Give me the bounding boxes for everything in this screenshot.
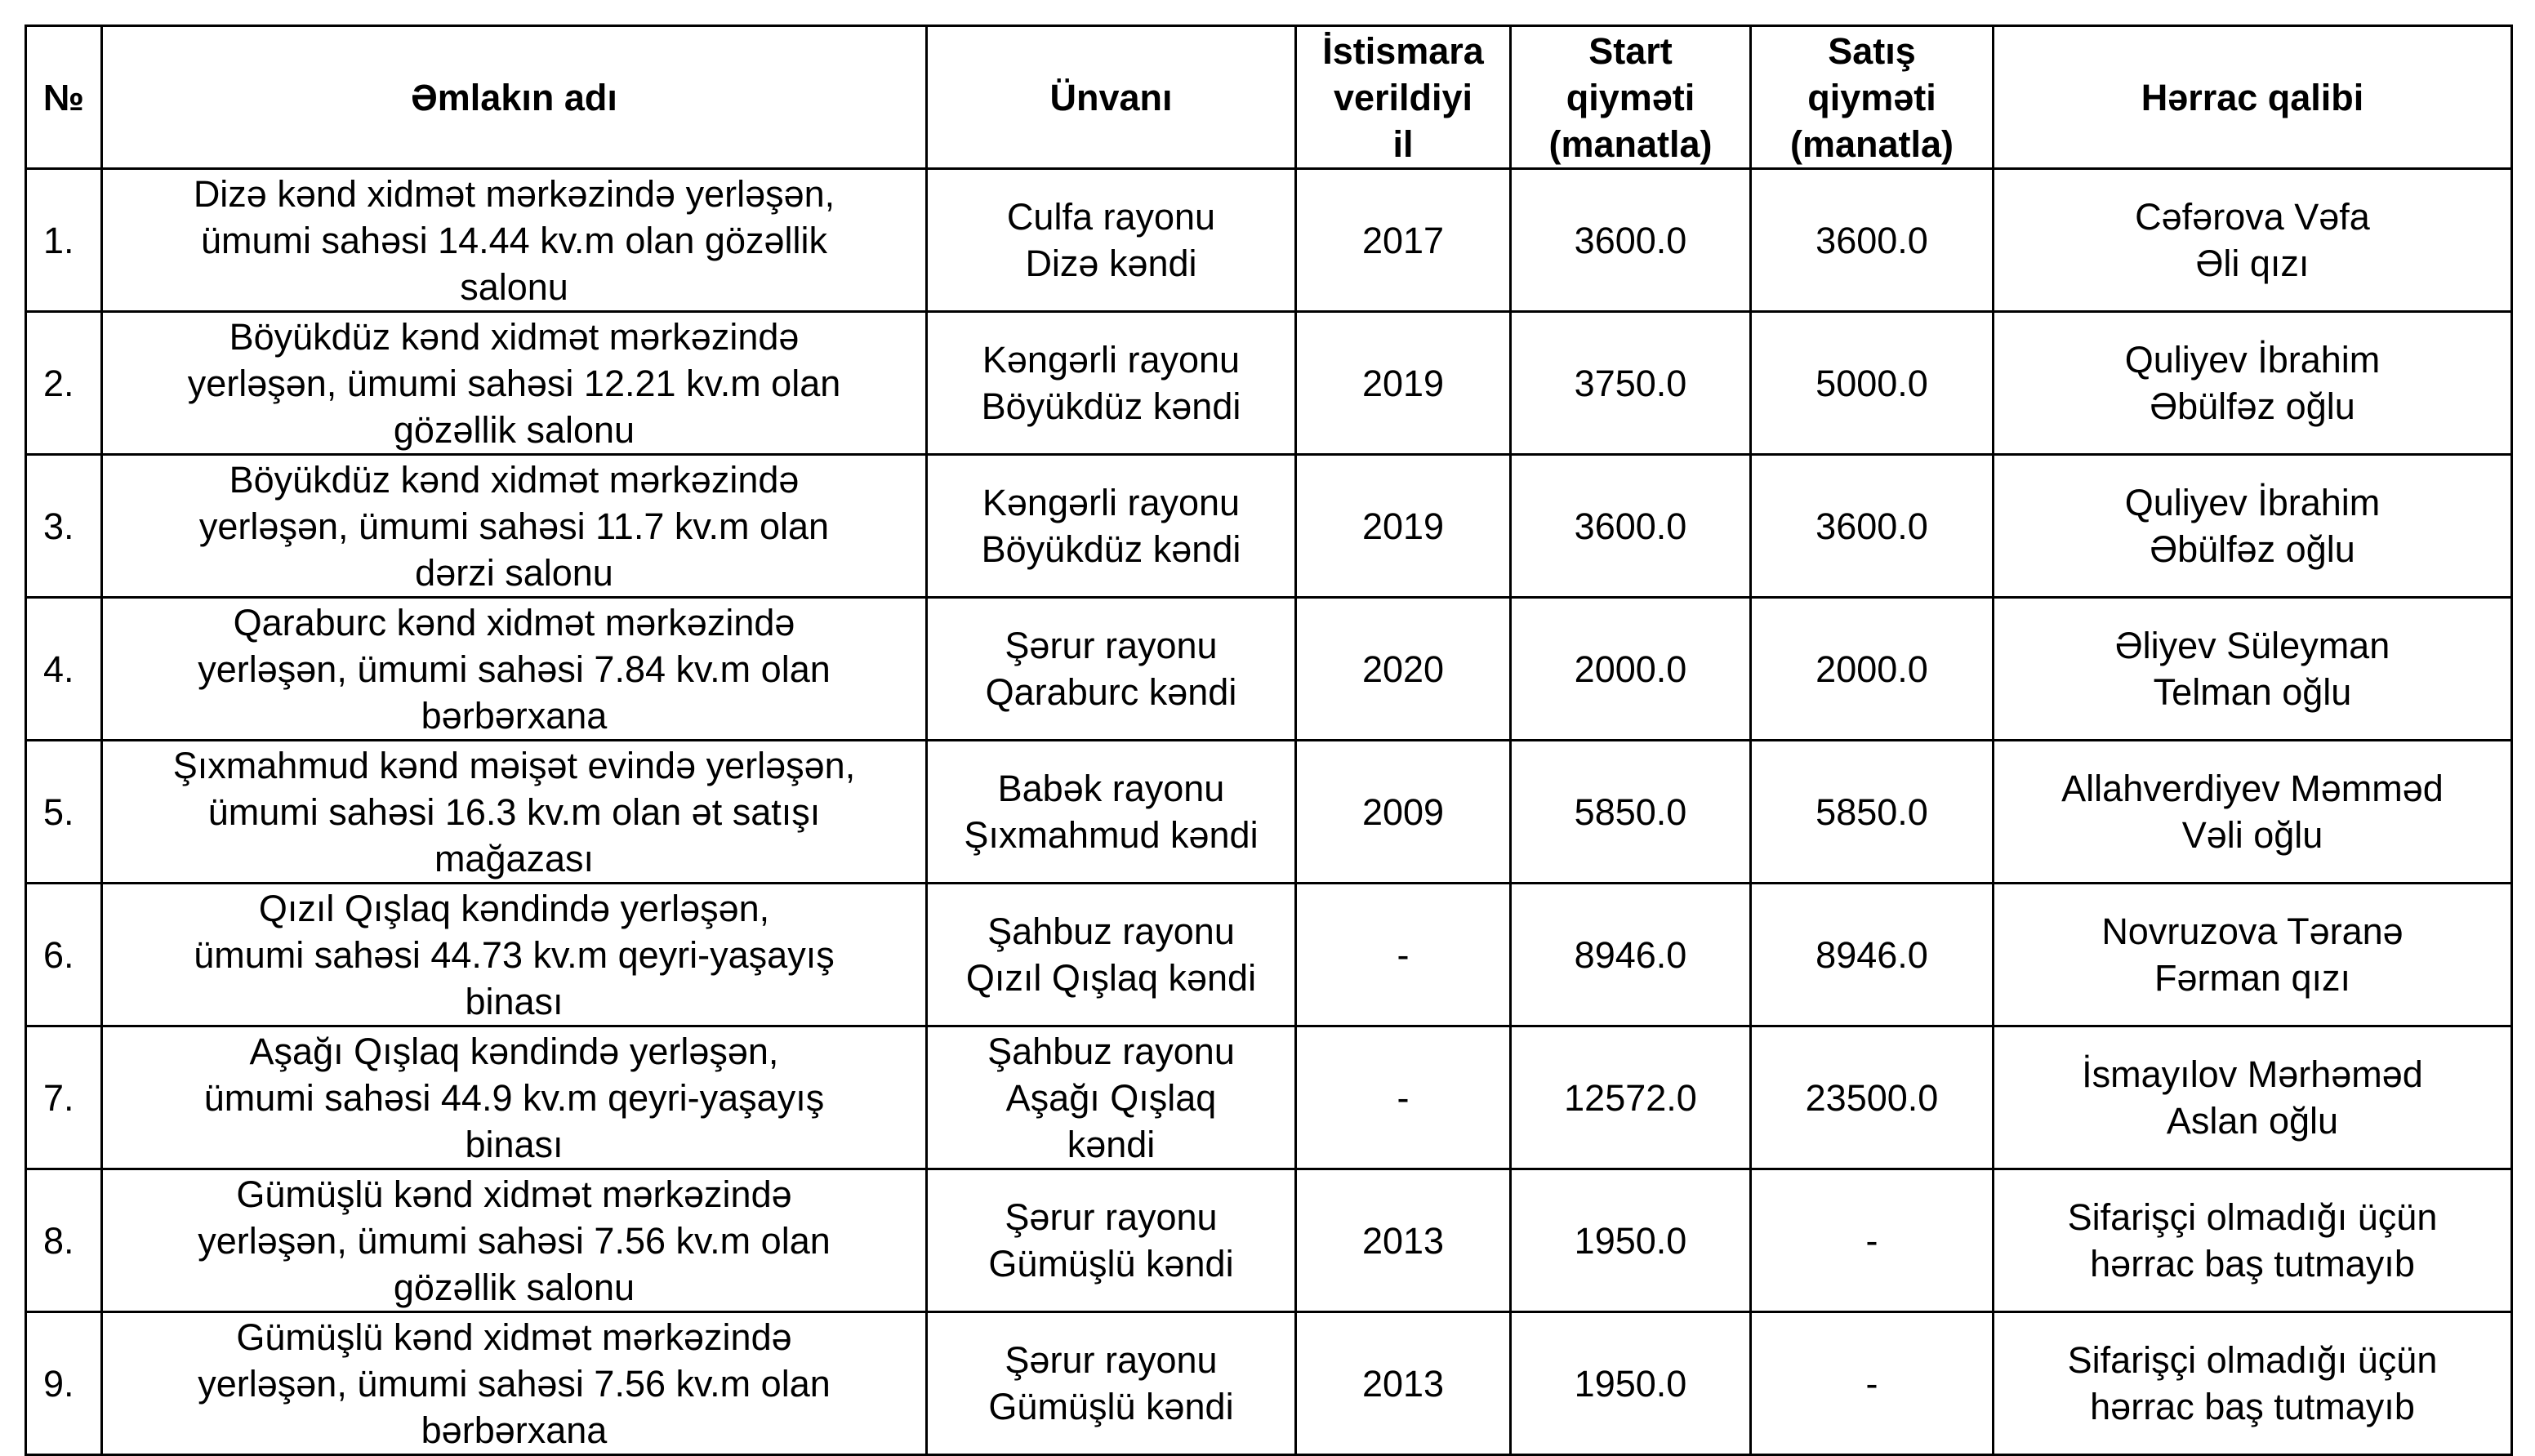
- year-cell: [1296, 741, 1511, 884]
- winner-line: İsmayılov Mərhəməd: [2082, 1053, 2423, 1095]
- sale-price-cell: [1751, 598, 1994, 741]
- table-row: [26, 1169, 2512, 1312]
- property-name-line: bərbərxana: [421, 694, 608, 737]
- address-cell: [927, 884, 1296, 1026]
- winner-line: Allahverdiyev Məmməd: [2061, 768, 2444, 809]
- start-price-text: 3600.0: [1574, 505, 1687, 547]
- address-line: Şahbuz rayonu: [987, 911, 1235, 952]
- winner-cell: [1994, 169, 2512, 312]
- address-line: Dizə kəndi: [1025, 243, 1197, 284]
- sale-price-text: 3600.0: [1815, 505, 1928, 547]
- property-name-cell: [102, 169, 927, 312]
- year-text: 2019: [1361, 362, 1445, 404]
- address-cell: [927, 1312, 1296, 1455]
- table-row: [26, 169, 2512, 312]
- start-price-text: 1950.0: [1574, 1362, 1687, 1405]
- row-number-text: 1.: [43, 219, 74, 261]
- header-number: [26, 26, 102, 169]
- property-name-line: ümumi sahəsi 16.3 kv.m olan ət satışı: [207, 790, 821, 833]
- address-line: Qızıl Qışlaq kəndi: [965, 957, 1257, 999]
- table-row: [26, 884, 2512, 1026]
- address-line: Şərur rayonu: [1005, 1339, 1218, 1381]
- property-name-line: gözəllik salonu: [393, 408, 635, 451]
- row-number-text: 4.: [43, 648, 74, 690]
- address-line: Kəngərli rayonu: [982, 339, 1241, 381]
- property-name-cell: [102, 1026, 927, 1169]
- row-number: [26, 1169, 102, 1312]
- sale-price-text: -: [1865, 1362, 1878, 1405]
- start-price-text: 1950.0: [1574, 1219, 1687, 1262]
- sale-price-text: 5000.0: [1815, 362, 1928, 404]
- property-name-line: binası: [465, 1123, 564, 1165]
- header-start-price: [1511, 26, 1751, 169]
- address-cell: [927, 1169, 1296, 1312]
- property-name-line: yerləşən, ümumi sahəsi 7.56 kv.m olan: [198, 1219, 831, 1262]
- start-price-text: 8946.0: [1574, 933, 1687, 976]
- row-number: [26, 598, 102, 741]
- header-auction-winner: [1994, 26, 2512, 169]
- address-line: kəndi: [1067, 1123, 1156, 1165]
- year-text: 2013: [1361, 1362, 1445, 1405]
- property-name-cell: [102, 598, 927, 741]
- address-line: Aşağı Qışlaq: [1005, 1076, 1217, 1119]
- address-cell: [927, 598, 1296, 741]
- sale-price-cell: [1751, 884, 1994, 1026]
- table-row: [26, 312, 2512, 455]
- header-address: [927, 26, 1296, 169]
- address-line: Şahbuz rayonu: [987, 1030, 1235, 1072]
- year-text: -: [1397, 933, 1410, 976]
- property-name-line: binası: [465, 980, 564, 1022]
- property-name-line: Böyükdüz kənd xidmət mərkəzində: [229, 315, 800, 358]
- sale-price-text: 5850.0: [1815, 790, 1928, 833]
- winner-line: Cəfərova Vəfa: [2135, 196, 2370, 238]
- table-row: [26, 1026, 2512, 1169]
- header-number-text: №: [42, 76, 85, 118]
- address-cell: [927, 312, 1296, 455]
- year-text: 2019: [1361, 505, 1445, 547]
- winner-line: Quliyev İbrahim: [2124, 339, 2381, 381]
- winner-line: Fərman qızı: [2154, 957, 2351, 999]
- winner-cell: [1994, 1026, 2512, 1169]
- row-number: [26, 312, 102, 455]
- row-number: [26, 741, 102, 884]
- winner-line: Vəli oğlu: [2181, 814, 2323, 856]
- start-price-cell: [1511, 455, 1751, 598]
- header-start-price-line: qiyməti: [1566, 76, 1695, 118]
- address-line: Şərur rayonu: [1005, 625, 1218, 666]
- property-name-line: salonu: [460, 265, 568, 308]
- start-price-cell: [1511, 1169, 1751, 1312]
- row-number: [26, 884, 102, 1026]
- row-number: [26, 455, 102, 598]
- winner-cell: [1994, 1312, 2512, 1455]
- start-price-text: 5850.0: [1574, 790, 1687, 833]
- property-name-line: Qaraburc kənd xidmət mərkəzində: [233, 601, 795, 643]
- address-cell: [927, 1026, 1296, 1169]
- property-name-line: yerləşən, ümumi sahəsi 11.7 kv.m olan: [198, 505, 830, 547]
- winner-cell: [1994, 1169, 2512, 1312]
- property-name-cell: [102, 884, 927, 1026]
- year-cell: [1296, 455, 1511, 598]
- property-name-line: ümumi sahəsi 44.9 kv.m qeyri-yaşayış: [203, 1076, 825, 1119]
- address-line: Şərur rayonu: [1005, 1196, 1218, 1238]
- header-commission-year-line: verildiyi: [1333, 76, 1473, 118]
- address-line: Qaraburc kəndi: [985, 671, 1237, 713]
- row-number: [26, 1312, 102, 1455]
- winner-line: Aslan oğlu: [2166, 1100, 2339, 1142]
- row-number-text: 2.: [43, 362, 74, 404]
- header-commission-year-line: il: [1392, 122, 1414, 165]
- row-number-text: 9.: [43, 1362, 74, 1405]
- year-cell: [1296, 169, 1511, 312]
- header-auction-winner-text: Hərrac qalibi: [2141, 76, 2364, 118]
- property-name-line: mağazası: [434, 837, 595, 879]
- year-cell: [1296, 1312, 1511, 1455]
- address-cell: [927, 169, 1296, 312]
- winner-cell: [1994, 741, 2512, 884]
- address-line: Babək rayonu: [997, 768, 1225, 809]
- property-name-line: Aşağı Qışlaq kəndində yerləşən,: [249, 1030, 779, 1072]
- address-cell: [927, 455, 1296, 598]
- property-auction-table: [25, 24, 2513, 1456]
- sale-price-text: 8946.0: [1815, 933, 1928, 976]
- year-cell: [1296, 1026, 1511, 1169]
- year-text: 2020: [1361, 648, 1445, 690]
- header-sale-price-line: Satış: [1828, 29, 1916, 72]
- header-address-text: Ünvanı: [1049, 76, 1173, 118]
- address-line: Şıxmahmud kəndi: [964, 814, 1259, 856]
- header-sale-price-line: (manatla): [1789, 122, 1954, 165]
- winner-line: Əli qızı: [2195, 243, 2310, 284]
- table-row: [26, 455, 2512, 598]
- table-header-row: [26, 26, 2512, 169]
- year-cell: [1296, 884, 1511, 1026]
- year-text: 2009: [1361, 790, 1445, 833]
- start-price-text: 3750.0: [1574, 362, 1687, 404]
- table-row: [26, 598, 2512, 741]
- year-cell: [1296, 1169, 1511, 1312]
- row-number-text: 7.: [43, 1076, 74, 1119]
- property-name-cell: [102, 741, 927, 884]
- year-text: -: [1397, 1076, 1410, 1119]
- row-number-text: 8.: [43, 1219, 74, 1262]
- sale-price-text: 2000.0: [1815, 648, 1928, 690]
- property-name-line: ümumi sahəsi 44.73 kv.m qeyri-yaşayış: [194, 933, 835, 976]
- address-cell: [927, 741, 1296, 884]
- header-sale-price-line: qiyməti: [1807, 76, 1936, 118]
- winner-line: hərrac baş tutmayıb: [2090, 1243, 2415, 1285]
- property-name-line: bərbərxana: [421, 1409, 608, 1451]
- row-number-text: 6.: [43, 933, 74, 976]
- winner-cell: [1994, 312, 2512, 455]
- winner-cell: [1994, 455, 2512, 598]
- winner-cell: [1994, 598, 2512, 741]
- winner-line: Əbülfəz oğlu: [2150, 528, 2355, 570]
- winner-cell: [1994, 884, 2512, 1026]
- header-sale-price: [1751, 26, 1994, 169]
- property-name-cell: [102, 455, 927, 598]
- sale-price-cell: [1751, 1312, 1994, 1455]
- property-name-line: dərzi salonu: [415, 551, 613, 594]
- property-name-line: Dizə kənd xidmət mərkəzində yerləşən,: [193, 172, 835, 215]
- table-row: [26, 741, 2512, 884]
- sale-price-text: 3600.0: [1815, 219, 1928, 261]
- start-price-cell: [1511, 312, 1751, 455]
- property-name-line: Gümüşlü kənd xidmət mərkəzində: [236, 1173, 792, 1215]
- start-price-cell: [1511, 1312, 1751, 1455]
- sale-price-text: 23500.0: [1805, 1076, 1939, 1119]
- start-price-cell: [1511, 884, 1751, 1026]
- winner-line: hərrac baş tutmayıb: [2090, 1386, 2415, 1427]
- sale-price-cell: [1751, 1169, 1994, 1312]
- address-line: Gümüşlü kəndi: [988, 1386, 1234, 1427]
- start-price-cell: [1511, 741, 1751, 884]
- winner-line: Sifarişçi olmadığı üçün: [2067, 1196, 2438, 1238]
- winner-line: Əliyev Süleyman: [2114, 625, 2390, 666]
- header-start-price-line: (manatla): [1548, 122, 1713, 165]
- winner-line: Quliyev İbrahim: [2124, 482, 2381, 523]
- row-number: [26, 169, 102, 312]
- header-commission-year: [1296, 26, 1511, 169]
- sale-price-cell: [1751, 741, 1994, 884]
- address-line: Kəngərli rayonu: [982, 482, 1241, 523]
- property-name-line: yerləşən, ümumi sahəsi 7.84 kv.m olan: [198, 648, 831, 690]
- start-price-text: 3600.0: [1574, 219, 1687, 261]
- sale-price-text: -: [1865, 1219, 1878, 1262]
- address-line: Culfa rayonu: [1006, 196, 1216, 238]
- header-start-price-line: Start: [1588, 29, 1673, 72]
- winner-line: Əbülfəz oğlu: [2150, 385, 2355, 427]
- year-cell: [1296, 312, 1511, 455]
- row-number: [26, 1026, 102, 1169]
- winner-line: Sifarişçi olmadığı üçün: [2067, 1339, 2438, 1381]
- row-number-text: 3.: [43, 505, 74, 547]
- header-property-name: [102, 26, 927, 169]
- property-name-line: Böyükdüz kənd xidmət mərkəzində: [229, 458, 800, 501]
- property-name-cell: [102, 1169, 927, 1312]
- row-number-text: 5.: [43, 790, 74, 833]
- property-name-cell: [102, 312, 927, 455]
- start-price-cell: [1511, 598, 1751, 741]
- property-name-line: Gümüşlü kənd xidmət mərkəzində: [236, 1316, 792, 1358]
- winner-line: Telman oğlu: [2153, 671, 2352, 713]
- address-line: Böyükdüz kəndi: [981, 385, 1241, 427]
- start-price-cell: [1511, 169, 1751, 312]
- header-property-name-text: Əmlakın adı: [411, 76, 617, 118]
- sale-price-cell: [1751, 1026, 1994, 1169]
- year-cell: [1296, 598, 1511, 741]
- property-name-cell: [102, 1312, 927, 1455]
- property-name-line: gözəllik salonu: [393, 1266, 635, 1308]
- start-price-text: 12572.0: [1564, 1076, 1697, 1119]
- address-line: Böyükdüz kəndi: [981, 528, 1241, 570]
- start-price-text: 2000.0: [1574, 648, 1687, 690]
- property-name-line: Qızıl Qışlaq kəndində yerləşən,: [258, 887, 770, 929]
- winner-line: Novruzova Təranə: [2101, 911, 2404, 952]
- sale-price-cell: [1751, 455, 1994, 598]
- sale-price-cell: [1751, 312, 1994, 455]
- property-name-line: Şıxmahmud kənd məişət evində yerləşən,: [172, 744, 856, 786]
- year-text: 2017: [1361, 219, 1445, 261]
- header-commission-year-line: İstismara: [1322, 29, 1484, 72]
- property-name-line: ümumi sahəsi 14.44 kv.m olan gözəllik: [200, 219, 828, 261]
- start-price-cell: [1511, 1026, 1751, 1169]
- property-name-line: yerləşən, ümumi sahəsi 12.21 kv.m olan: [187, 362, 841, 404]
- table-row: [26, 1312, 2512, 1455]
- year-text: 2013: [1361, 1219, 1445, 1262]
- sale-price-cell: [1751, 169, 1994, 312]
- address-line: Gümüşlü kəndi: [988, 1243, 1234, 1285]
- property-name-line: yerləşən, ümumi sahəsi 7.56 kv.m olan: [198, 1362, 831, 1405]
